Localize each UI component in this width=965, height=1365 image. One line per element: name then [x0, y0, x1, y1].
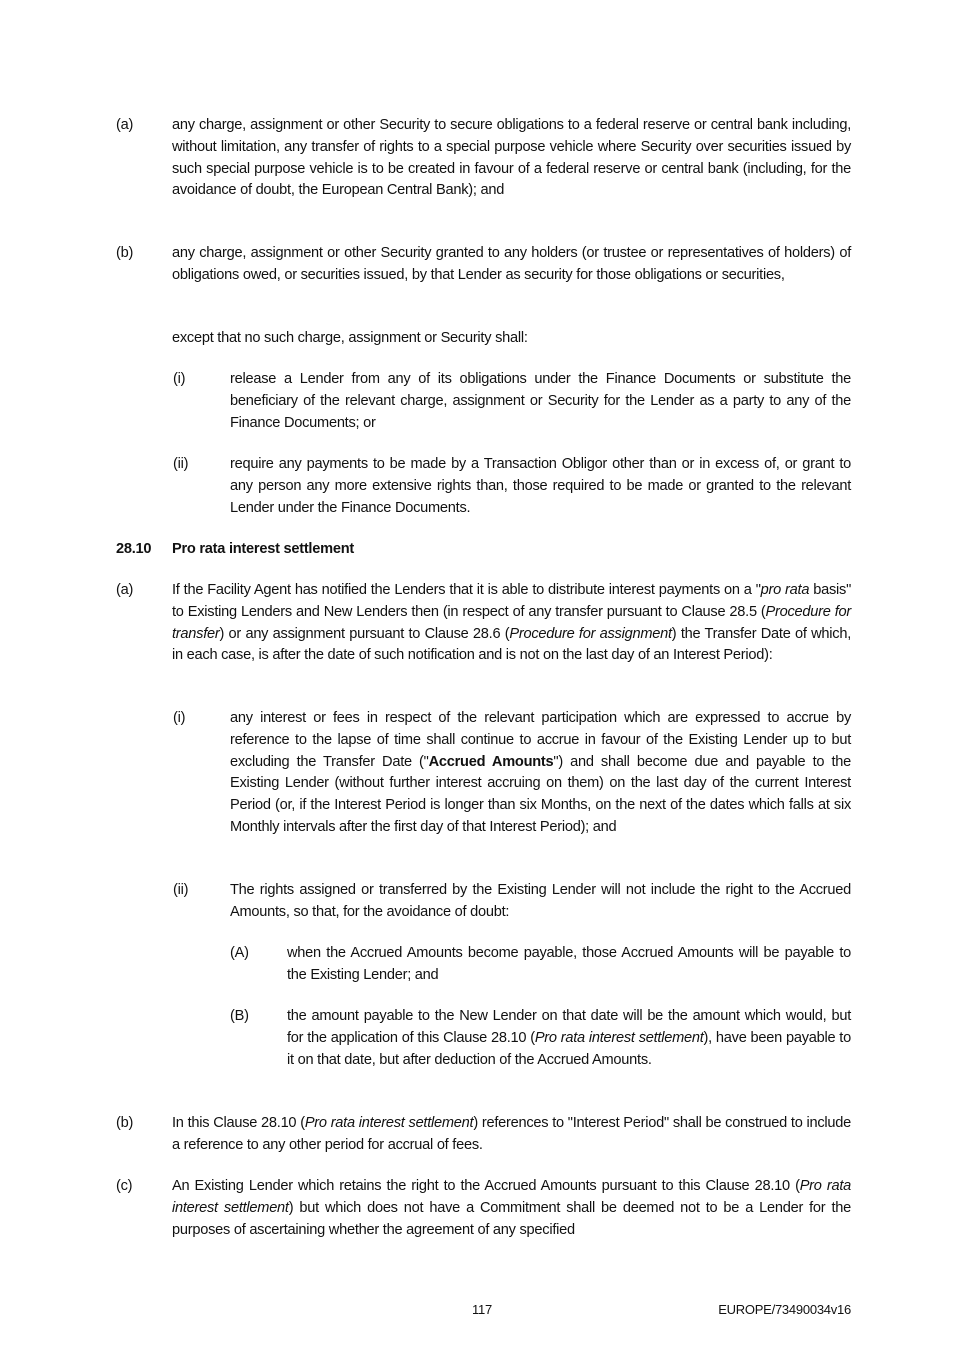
section-number: 28.10 — [116, 541, 152, 557]
text-segment: ) but which does not have a Commitment shall be deemed not to be a Lender for the purposes of ascertaining whether the agreement of any specified — [172, 1199, 851, 1238]
paragraph-text — [287, 943, 851, 987]
text-segment: ), have been payable to it on that date, but after deduction of the Accrued Amounts. — [287, 1029, 851, 1068]
text-segment: any charge, assignment or other Security granted to any holders (or trustee or representatives of holders) of obligations owed, or securities issued, by that Lender as security for those obligations or securities, — [172, 245, 851, 283]
italic-reference: Pro rata interest settlement — [172, 1178, 852, 1216]
paragraph-label: (ii) — [173, 882, 189, 898]
paragraph-label: (i) — [173, 710, 186, 726]
text-segment: basis" to Existing Lenders and New Lenders then (in respect of any transfer pursuant to Clause 28.5 ( — [172, 582, 851, 620]
paragraph-label: (a) — [116, 582, 134, 598]
italic-reference: pro rata — [760, 582, 810, 598]
paragraph-label: (i) — [173, 371, 186, 387]
paragraph-label: (b) — [116, 1115, 134, 1131]
paragraph-text — [230, 454, 851, 519]
paragraph-text — [172, 580, 851, 667]
paragraph-text — [172, 328, 851, 350]
page-number: 117 — [472, 1302, 492, 1317]
paragraph-label: (B) — [230, 1008, 249, 1024]
paragraph-text — [172, 1176, 851, 1241]
paragraph-text — [172, 1113, 851, 1157]
paragraph-label: (c) — [116, 1178, 133, 1194]
paragraph-text — [287, 1006, 851, 1071]
text-segment: ") and shall become due and payable to the Existing Lender (without further interest accruing on them) on the last day of the current Interest Period (or, if the Interest Period is longer than six Months, on the next of the dates which falls at six Monthly intervals after the first day of that Interest Period); and — [230, 753, 851, 835]
text-segment: ) the Transfer Date of which, in each case, is after the date of such notification and is not on the last day of an Interest Period): — [172, 625, 851, 664]
paragraph-label: (b) — [116, 245, 134, 261]
italic-reference: Pro rata interest settlement — [534, 1029, 704, 1046]
text-segment: The rights assigned or transferred by the Existing Lender will not include the right to the Accrued Amounts, so that, for the avoidance of doubt: — [230, 882, 851, 920]
text-segment: An Existing Lender which retains the right to the Accrued Amounts pursuant to this Clause 28.10 ( — [172, 1178, 800, 1194]
text-segment: In this Clause 28.10 ( — [172, 1115, 305, 1131]
text-segment: require any payments to be made by a Transaction Obligor other than or in excess of, or grant to any person any more extensive rights than, those required to be made or granted to the relevant Lender under the Finance Documents. — [230, 456, 851, 516]
text-segment: when the Accrued Amounts become payable, those Accrued Amounts will be payable to the Existing Lender; and — [287, 945, 851, 983]
text-segment: except that no such charge, assignment or Security shall: — [172, 330, 528, 346]
section-heading — [116, 539, 354, 561]
paragraph-text — [230, 880, 851, 924]
paragraph-label: (A) — [230, 945, 249, 961]
text-segment: any interest or fees in respect of the relevant participation which are expressed to accrue by reference to the lapse of time shall continue to accrue in favour of the Existing Lender up to but excluding the Transfer Date (" — [230, 710, 851, 770]
paragraph-text — [172, 243, 851, 287]
paragraph-text — [230, 708, 851, 839]
defined-term: Accrued Amounts — [428, 753, 554, 770]
text-segment: ) references to "Interest Period" shall be construed to include a reference to any other period for accrual of fees. — [172, 1115, 851, 1153]
section-title: Pro rata interest settlement — [172, 541, 354, 557]
document-reference: EUROPE/73490034v16 — [718, 1302, 851, 1317]
text-segment: ) or any assignment pursuant to Clause 28.6 ( — [219, 625, 510, 642]
paragraph-label: (a) — [116, 117, 134, 133]
paragraph-text — [172, 115, 851, 202]
italic-reference: Procedure for transfer — [172, 603, 851, 642]
text-segment: release a Lender from any of its obligations under the Finance Documents or substitute the beneficiary of the relevant charge, assignment or Security for the Lender as a party to any of the Finance Documents; or — [230, 371, 851, 431]
paragraph-text — [230, 369, 851, 434]
italic-reference: Procedure for assignment — [509, 625, 672, 642]
text-segment: any charge, assignment or other Security to secure obligations to a federal reserve or central bank including, without limitation, any transfer of rights to a special purpose vehicle where Security over securities issued by such special purpose vehicle is to be created in favour of a federal reserve or central bank (including, for the avoidance of doubt, the European Central Bank); and — [172, 117, 851, 199]
italic-reference: Pro rata interest settlement — [304, 1115, 474, 1131]
paragraph-label: (ii) — [173, 456, 189, 472]
text-segment: the amount payable to the New Lender on that date will be the amount which would, but for the application of this Clause 28.10 ( — [287, 1008, 851, 1046]
text-segment: If the Facility Agent has notified the Lenders that it is able to distribute interest payments on a " — [172, 582, 761, 598]
